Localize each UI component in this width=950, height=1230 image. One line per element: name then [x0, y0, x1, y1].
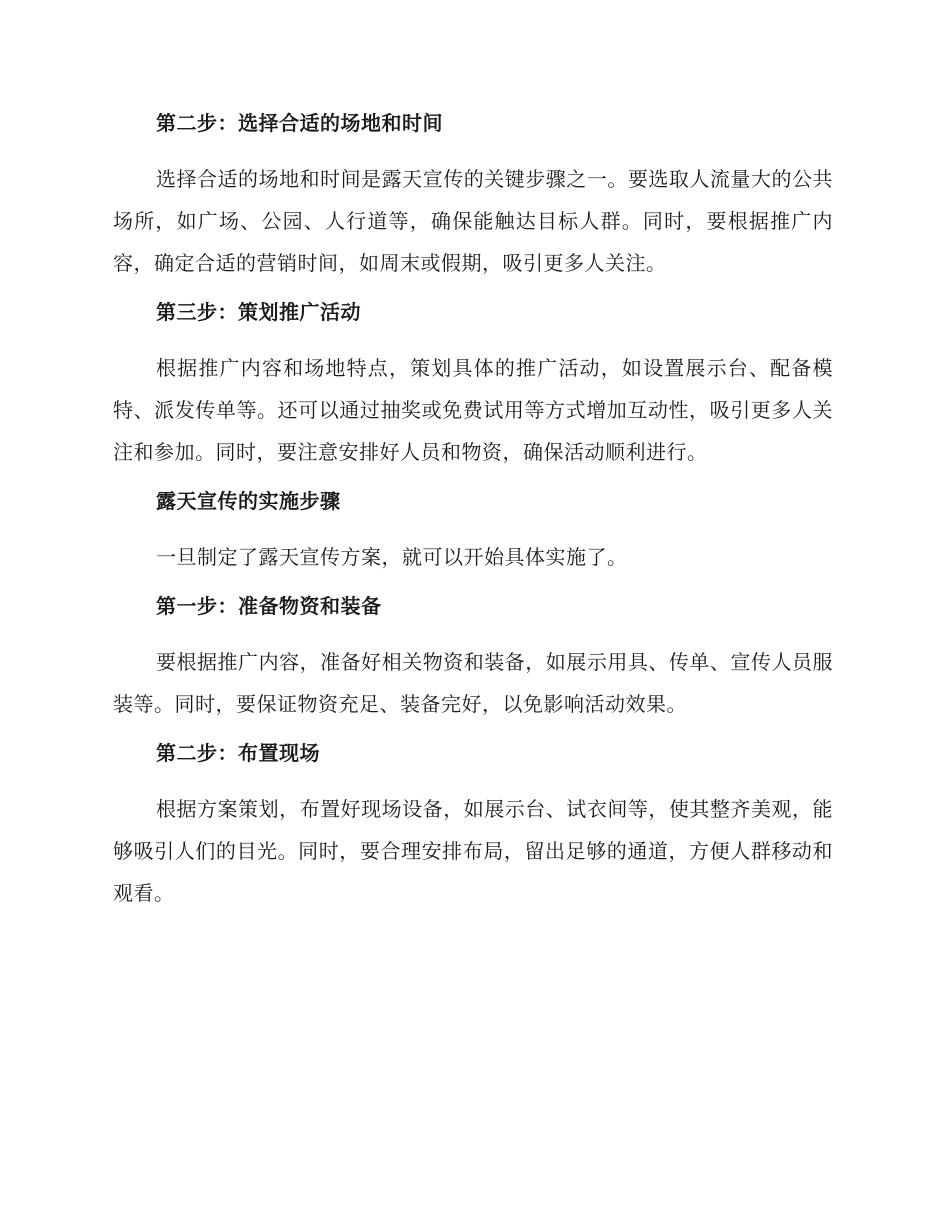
section-heading-step2-setup: 第二步：布置现场	[156, 741, 320, 765]
section-heading-implementation: 露天宣传的实施步骤	[156, 489, 341, 513]
section-paragraph-implementation: 一旦制定了露天宣传方案，就可以开始具体实施了。	[156, 545, 628, 569]
section-heading-step3-plan-activity: 第三步：策划推广活动	[156, 300, 361, 324]
section-heading-step2-venue-time: 第二步：选择合适的场地和时间	[156, 111, 443, 135]
document-body	[113, 108, 833, 927]
section-paragraph-step2-venue-time: 选择合适的场地和时间是露天宣传的关键步骤之一。要选取人流量大的公共场所，如广场、公园、人行道等，确保能触达目标人群。同时，要根据推广内容，确定合适的营销时间，如周末或假期，吸引更多人关注。	[113, 167, 833, 275]
section-paragraph-step1-prepare: 要根据推广内容，准备好相关物资和装备，如展示用具、传单、宣传人员服装等。同时，要保证物资充足、装备完好，以免影响活动效果。	[113, 650, 833, 716]
section-heading-step1-prepare: 第一步：准备物资和装备	[156, 594, 382, 618]
section-paragraph-step3-plan-activity: 根据推广内容和场地特点，策划具体的推广活动，如设置展示台、配备模特、派发传单等。还可以通过抽奖或免费试用等方式增加互动性，吸引更多人关注和参加。同时，要注意安排好人员和物资，确保活动顺利进行。	[113, 356, 833, 464]
section-paragraph-step2-setup: 根据方案策划，布置好现场设备，如展示台、试衣间等，使其整齐美观，能够吸引人们的目光。同时，要合理安排布局，留出足够的通道，方便人群移动和观看。	[113, 797, 833, 905]
